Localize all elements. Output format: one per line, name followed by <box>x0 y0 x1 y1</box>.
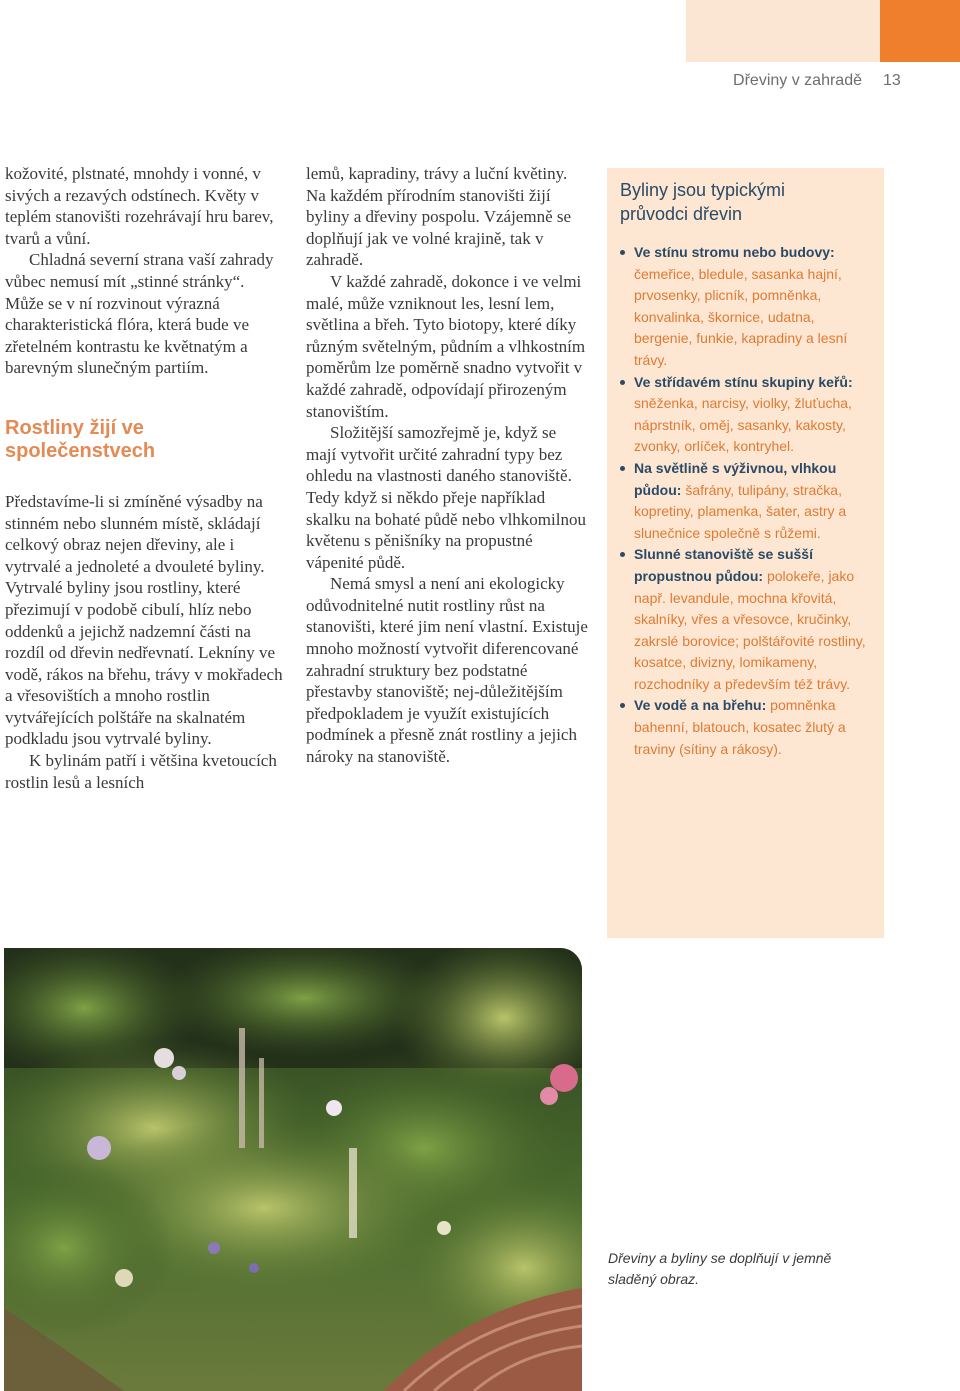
list-item-label: Na světlině s výživnou, vlhkou půdou: <box>634 459 837 498</box>
list-item <box>620 458 872 544</box>
list-item-label: Ve vodě a na břehu: <box>634 697 767 714</box>
bullet-icon <box>620 380 625 385</box>
paragraph: Složitější samozřejmě je, když se mají vytvořit určité zahradní typy bez ohledu na vlastnosti daného stanoviště. Tedy když si někdo přeje například skalku na bohaté půdě nebo vlhkomilnou květenu s pěnišníky na propustné vápenité půdě. <box>306 423 586 572</box>
info-box-title: Byliny jsou typickými průvodci dřevin <box>620 180 786 224</box>
bullet-icon <box>620 466 625 471</box>
page-number: 13 <box>883 72 901 89</box>
bullet-icon <box>620 250 625 255</box>
running-title: Dřeviny v zahradě <box>733 72 862 89</box>
garden-photo-illustration <box>4 948 582 1391</box>
list-item <box>620 544 872 695</box>
list-item <box>620 242 872 372</box>
list-item-text: šafrány, tulipány, stračka, kopretiny, plamenka, šater, astry a slunečnice společně s růžemi. <box>634 481 847 541</box>
list-item-label: Slunné stanoviště se sušší propustnou půdou: <box>634 546 813 584</box>
list-item-text: čemeřice, bledule, sasanka hajní, prvosenky, plicník, pomněnka, konvalinka, škornice, udatna, bergenie, funkie, kapradiny a lesní trávy. <box>634 265 848 368</box>
list-item-text: sněženka, narcisy, violky, žluťucha, náprstník, oměj, sasanky, kakosty, zvonky, orlíček, kontryhel. <box>634 395 852 455</box>
text-column-1 <box>5 163 287 793</box>
photo-caption: Dřeviny a byliny se doplňují v jemně sladěný obraz. <box>608 1250 832 1287</box>
list-item-text: pomněnka bahenní, blatouch, kosatec žlutý a traviny (sítiny a rákosy). <box>634 697 846 757</box>
paragraph: K bylinám patří i většina kvetoucích rostlin lesů a lesních <box>5 751 277 792</box>
list-item <box>620 372 872 458</box>
text-column-2 <box>306 163 590 768</box>
list-item-label: Ve střídavém stínu skupiny keřů: <box>634 373 853 390</box>
paragraph: lemů, kapradiny, trávy a luční květiny. Na každém přírodním stanovišti žijí byliny a dřeviny pospolu. Vzájemně se doplňují jak ve volné krajině, tak v zahradě. <box>306 164 572 270</box>
bullet-icon <box>620 703 625 708</box>
paragraph: Představíme-li si zmíněné výsadby na stinném nebo slunném místě, skládají celkový obraz nejen dřeviny, ale i vytrvalé a jednoleté a dvouleté byliny. Vytrvalé byliny jsou rostliny, které přezimují v podobě cibulí, hlíz nebo oddenků a jejichž nadzemní části na rozdíl od dřevin nedřevnatí. Lekníny ve vodě, rákos na břehu, trávy v mokřadech a vřesovištích a mnoho rostlin vytvářejících polštáře na skalnatém podkladu jsou vytrvalé byliny. <box>5 491 283 749</box>
list-item <box>620 695 872 760</box>
header-tab-accent <box>880 0 960 62</box>
paragraph: V každé zahradě, dokonce i ve velmi malé, může vzniknout les, lesní lem, světlina a břeh. Tyto biotopy, které díky různým světelným, půdním a vlhkostním poměrům lze poměrně snadno vytvořit v každé zahradě, odpovídají přirozeným stanovištím. <box>306 271 586 421</box>
bullet-icon <box>620 552 625 557</box>
info-box <box>607 168 884 938</box>
info-list <box>620 242 872 760</box>
section-heading: Rostliny žijí ve společenstvech <box>5 416 156 462</box>
garden-photo <box>4 948 582 1391</box>
list-item-text: polokeře, jako např. levandule, mochna křovitá, skalníky, vřes a vřesovce, kručinky, zakrslé borovice; polštářovité rostliny, kosatce, divizny, lomikameny, rozchodníky a především též trávy. <box>634 567 866 692</box>
list-item-label: Ve stínu stromu nebo budovy: <box>634 244 835 260</box>
paragraph: kožovité, plstnaté, mnohdy i vonné, v sivých a rezavých odstínech. Květy v teplém stanovišti rozehrávají hru barev, tvarů a vůní. <box>5 164 274 248</box>
paragraph: Chladná severní strana vaší zahrady vůbec nemusí mít „stinné stránky“. Může se v ní rozvinout výrazná charakteristická flóra, která bude ve zřetelném kontrastu ke květnatým a barevným slunečným partiím. <box>5 250 274 378</box>
paragraph: Nemá smysl a není ani ekologicky odůvodnitelné nutit rostliny růst na stanovišti, které jim není vlastní. Existuje mnoho možností vytvořit diferencované zahradní struktury bez podstatné přestavby stanoviště; nej-důležitějším předpokladem je využít existujících podmínek a přesně znát rostliny a jejich nároky na stanoviště. <box>306 574 588 767</box>
header-tab-light <box>686 0 880 62</box>
